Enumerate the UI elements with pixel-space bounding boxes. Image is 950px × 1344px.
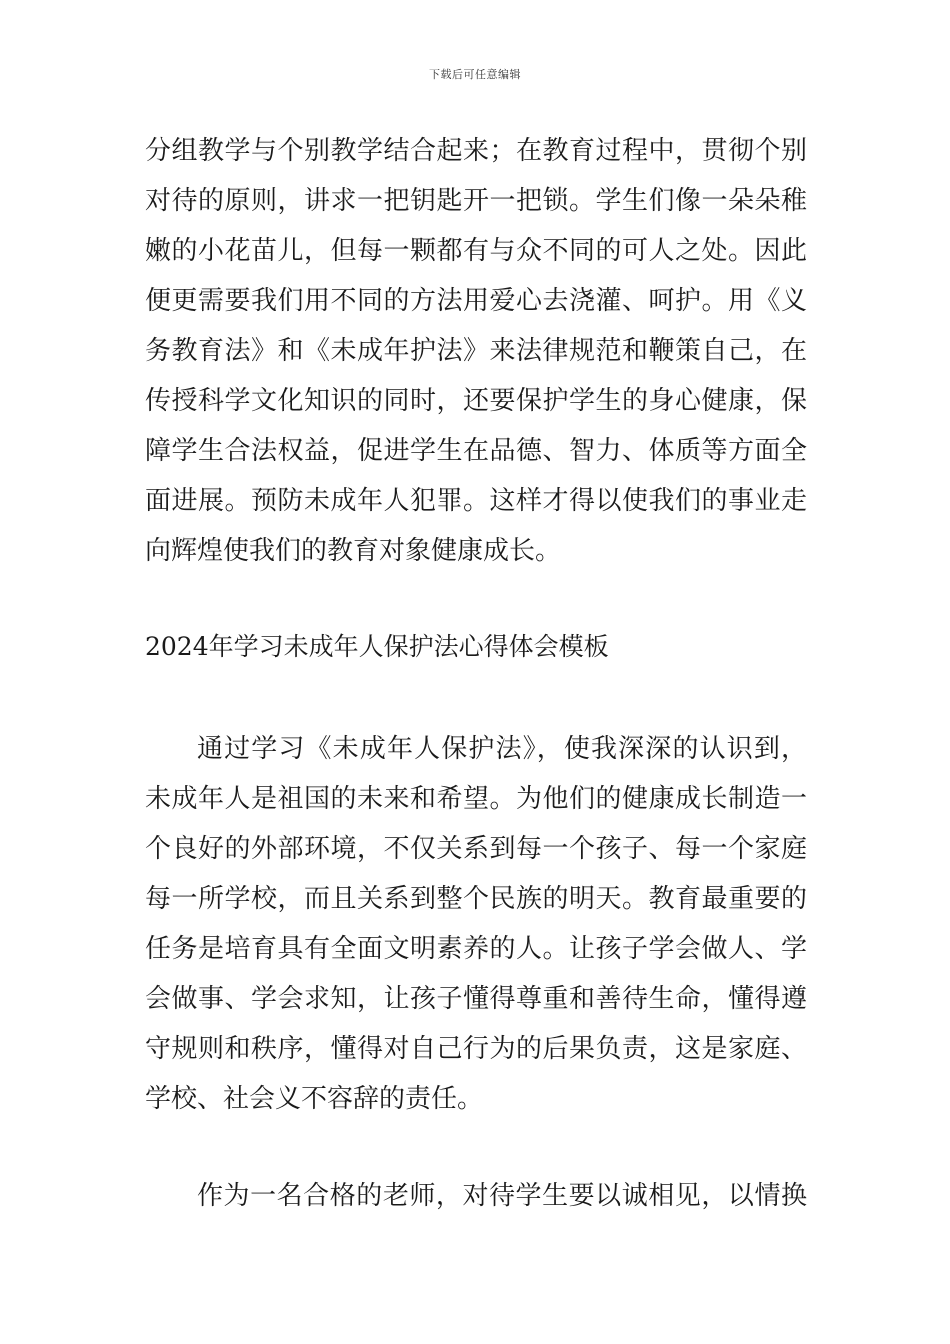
paragraph-line: 学校、社会义不容辞的责任。 bbox=[145, 1084, 484, 1114]
paragraph-line: 作为一名合格的老师，对待学生要以诚相见，以情换 bbox=[197, 1181, 807, 1211]
paragraph-line: 未成年人是祖国的未来和希望。为他们的健康成长制造一 bbox=[145, 784, 807, 814]
running-header: 下载后可任意编辑 bbox=[429, 68, 521, 81]
paragraph-line: 对待的原则，讲求一把钥匙开一把锁。学生们像一朵朵稚 bbox=[145, 186, 807, 216]
paragraph-line: 守规则和秩序，懂得对自己行为的后果负责，这是家庭、 bbox=[145, 1034, 807, 1064]
paragraph-line: 障学生合法权益，促进学生在品德、智力、体质等方面全 bbox=[145, 436, 807, 466]
paragraph-line: 通过学习《未成年人保护法》，使我深深的认识到， bbox=[197, 734, 807, 764]
paragraph-line: 分组教学与个别教学结合起来；在教育过程中，贯彻个别 bbox=[145, 136, 807, 166]
paragraph-1 bbox=[145, 724, 807, 1124]
paragraph-line: 个良好的外部环境，不仅关系到每一个孩子、每一个家庭 bbox=[145, 834, 807, 864]
paragraph-line: 任务是培育具有全面文明素养的人。让孩子学会做人、学 bbox=[145, 934, 807, 964]
paragraph-line: 向辉煌使我们的教育对象健康成长。 bbox=[145, 536, 562, 566]
paragraph-line: 嫩的小花苗儿，但每一颗都有与众不同的可人之处。因此 bbox=[145, 236, 807, 266]
continued-paragraph bbox=[145, 126, 807, 576]
section-title: 2024年学习未成年人保护法心得体会模板 bbox=[145, 632, 609, 661]
paragraph-2 bbox=[145, 1171, 807, 1221]
paragraph-line: 便更需要我们用不同的方法用爱心去浇灌、呵护。用《义 bbox=[145, 286, 807, 316]
paragraph-line: 面进展。预防未成年人犯罪。这样才得以使我们的事业走 bbox=[145, 486, 807, 516]
paragraph-line: 每一所学校，而且关系到整个民族的明天。教育最重要的 bbox=[145, 884, 807, 914]
paragraph-line: 传授科学文化知识的同时，还要保护学生的身心健康，保 bbox=[145, 386, 807, 416]
paragraph-line: 务教育法》和《未成年护法》来法律规范和鞭策自己，在 bbox=[145, 336, 807, 366]
paragraph-line: 会做事、学会求知，让孩子懂得尊重和善待生命，懂得遵 bbox=[145, 984, 807, 1014]
